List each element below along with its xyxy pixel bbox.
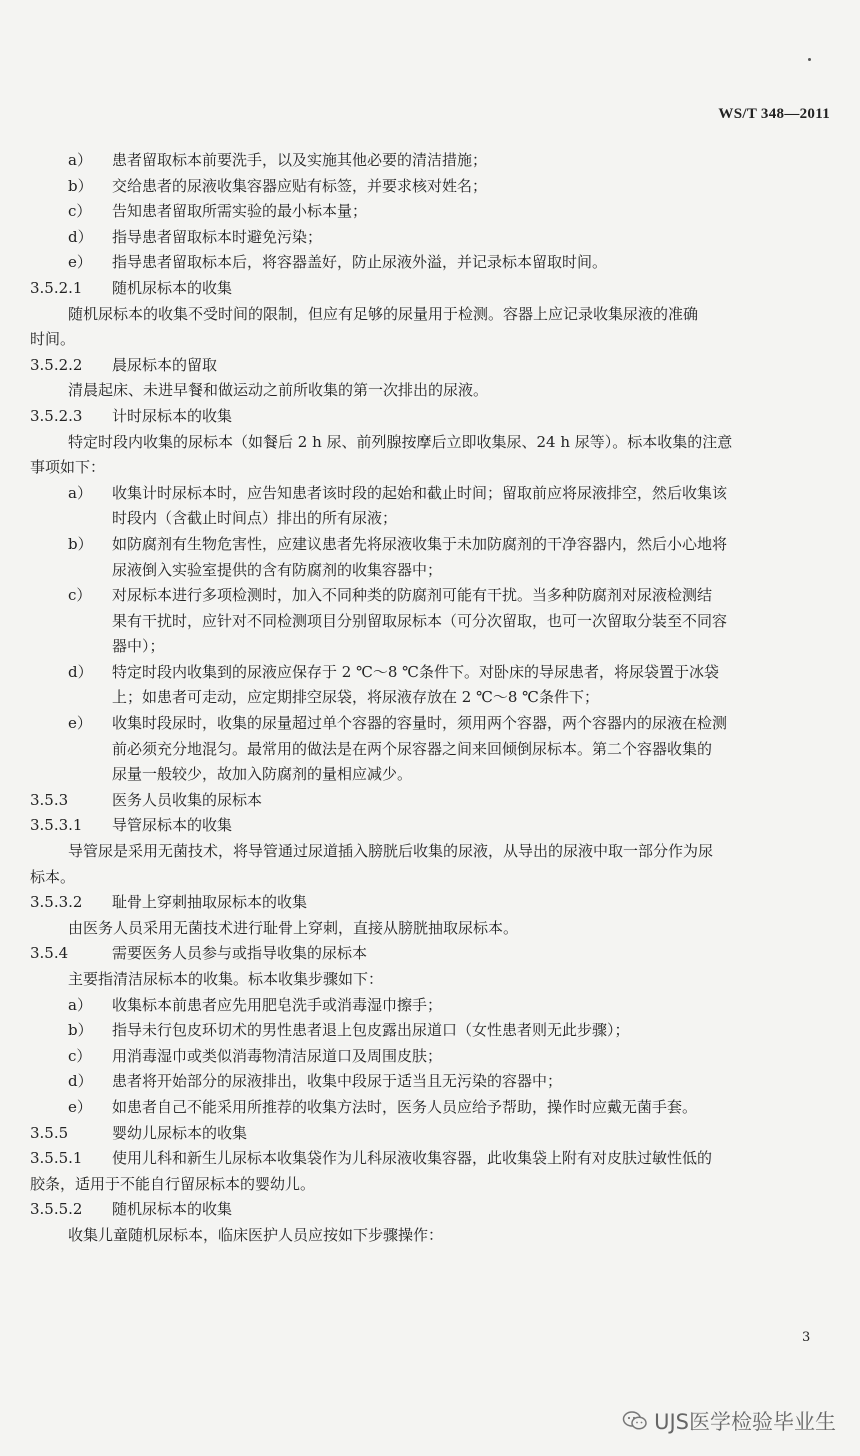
line-text: 收集时段尿时，收集的尿量超过单个容器的容量时，须用两个容器，两个容器内的尿液在检测	[112, 714, 728, 733]
section-number: 3.5.3	[30, 790, 69, 809]
standard-number: WS/T 348—2011	[718, 106, 830, 122]
paragraph-line	[30, 302, 835, 328]
line-text: 对尿标本进行多项检测时，加入不同种类的防腐剂可能有干扰。当多种防腐剂对尿液检测结	[112, 586, 713, 605]
paragraph-line	[30, 1223, 835, 1249]
section-heading	[30, 1121, 835, 1147]
section-heading	[30, 353, 835, 379]
watermark-text: UJS医学检验毕业生	[654, 1410, 836, 1434]
line-text: 尿液倒入实验室提供的含有防腐剂的收集容器中；	[112, 560, 443, 579]
section-number: 3.5.3.2	[30, 893, 83, 912]
line-text: 指导患者留取标本时避免污染；	[112, 227, 323, 246]
list-item-line	[30, 506, 835, 532]
list-item-line	[30, 481, 835, 507]
section-title: 医务人员收集的尿标本	[112, 790, 263, 809]
list-marker: d）	[68, 227, 93, 246]
list-item-line	[30, 685, 835, 711]
paragraph-line	[30, 865, 835, 891]
line-text: 用消毒湿巾或类似消毒物清洁尿道口及周围皮肤；	[112, 1046, 443, 1065]
line-text: 随机尿标本的收集不受时间的限制，但应有足够的尿量用于检测。容器上应记录收集尿液的准确	[68, 304, 699, 323]
line-text: 特定时段内收集的尿标本（如餐后 2 h 尿、前列腺按摩后立即收集尿、24 h 尿等）。标本收集的注意	[68, 432, 733, 451]
section-heading	[30, 941, 835, 967]
section-title: 计时尿标本的收集	[112, 406, 233, 425]
section-heading	[30, 276, 835, 302]
line-text: 导管尿是采用无菌技术，将导管通过尿道插入膀胱后收集的尿液，从导出的尿液中取一部分作为尿	[68, 842, 714, 861]
line-text: 时间。	[30, 330, 76, 349]
line-text: 由医务人员采用无菌技术进行耻骨上穿刺，直接从膀胱抽取尿标本。	[68, 918, 519, 937]
list-item-line	[30, 583, 835, 609]
list-marker: a）	[68, 151, 92, 169]
line-text: 胶条，适用于不能自行留尿标本的婴幼儿。	[30, 1174, 316, 1193]
section-number: 3.5.5.1	[30, 1149, 83, 1168]
section-heading	[30, 404, 835, 430]
paragraph-line	[30, 455, 835, 481]
section-heading	[30, 890, 835, 916]
line-text: 患者将开始部分的尿液排出，收集中段尿于适当且无污染的容器中；	[112, 1072, 563, 1091]
section-number: 3.5.2.3	[30, 406, 83, 425]
section-number: 3.5.2.1	[30, 278, 83, 297]
line-text: 患者留取标本前要洗手，以及实施其他必要的清洁措施；	[112, 151, 488, 169]
paragraph-line	[30, 378, 835, 404]
section-heading	[30, 1197, 835, 1223]
line-text: 器中）；	[112, 637, 165, 656]
list-marker: e）	[68, 253, 92, 272]
line-text: 前必须充分地混匀。最常用的做法是在两个尿容器之间来回倾倒尿标本。第二个容器收集的	[112, 739, 713, 758]
section-heading	[30, 788, 835, 814]
list-item-line	[30, 558, 835, 584]
line-text: 收集儿童随机尿标本，临床医护人员应按如下步骤操作：	[68, 1225, 444, 1244]
paragraph-line	[30, 1172, 835, 1198]
list-marker: b）	[68, 534, 93, 553]
section-number: 3.5.5.2	[30, 1200, 83, 1219]
list-item-line	[30, 1069, 835, 1095]
line-text: 果有干扰时，应针对不同检测项目分别留取尿标本（可分次留取，也可一次留取分装至不同容	[112, 611, 728, 630]
list-marker: a）	[68, 995, 92, 1014]
list-marker: c）	[68, 586, 92, 605]
section-title: 婴幼儿尿标本的收集	[112, 1123, 248, 1142]
section-title: 需要医务人员参与或指导收集的尿标本	[112, 944, 368, 963]
section-number: 3.5.5	[30, 1123, 69, 1142]
section-number: 3.5.2.2	[30, 355, 83, 374]
page-number: 3	[802, 1330, 811, 1345]
section-number: 3.5.4	[30, 944, 69, 963]
section-title: 使用儿科和新生儿尿标本收集袋作为儿科尿液收集容器，此收集袋上附有对皮肤过敏性低的	[112, 1149, 713, 1168]
list-marker: d）	[68, 662, 93, 681]
paragraph-line	[30, 839, 835, 865]
section-title: 晨尿标本的留取	[112, 355, 218, 374]
line-text: 指导未行包皮环切术的男性患者退上包皮露出尿道口（女性患者则无此步骤）；	[112, 1021, 630, 1040]
section-heading	[30, 1146, 835, 1172]
line-text: 指导患者留取标本后，将容器盖好，防止尿液外溢，并记录标本留取时间。	[112, 253, 608, 272]
section-title: 随机尿标本的收集	[112, 278, 233, 297]
list-item-line	[30, 1095, 835, 1121]
line-text: 时段内（含截止时间点）排出的所有尿液；	[112, 509, 398, 528]
list-item-line	[30, 1044, 835, 1070]
line-text: 上；如患者可走动，应定期排空尿袋，将尿液存放在 2 ℃～8 ℃条件下；	[112, 688, 599, 707]
paragraph-line	[30, 967, 835, 993]
line-text: 标本。	[30, 867, 76, 886]
line-text: 尿量一般较少，故加入防腐剂的量相应减少。	[112, 765, 413, 784]
document-body	[30, 148, 835, 1249]
list-item-line	[30, 199, 835, 225]
scan-speck	[808, 58, 811, 61]
list-item-line	[30, 250, 835, 276]
section-title: 导管尿标本的收集	[112, 816, 233, 835]
list-item-line	[30, 711, 835, 737]
list-marker: e）	[68, 1097, 92, 1116]
list-marker: a）	[68, 483, 92, 502]
paragraph-line	[30, 430, 835, 456]
list-item-line	[30, 148, 835, 174]
list-item-line	[30, 993, 835, 1019]
line-text: 如患者自己不能采用所推荐的收集方法时，医务人员应给予帮助，操作时应戴无菌手套。	[112, 1097, 698, 1116]
list-marker: c）	[68, 1046, 92, 1065]
list-item-line	[30, 532, 835, 558]
line-text: 特定时段内收集到的尿液应保存于 2 ℃～8 ℃条件下。对卧床的导尿患者，将尿袋置于冰袋	[112, 662, 719, 681]
list-item-line	[30, 660, 835, 686]
list-marker: d）	[68, 1072, 93, 1091]
list-item-line	[30, 634, 835, 660]
section-number: 3.5.3.1	[30, 816, 83, 835]
list-marker: c）	[68, 202, 92, 221]
list-item-line	[30, 609, 835, 635]
list-marker: b）	[68, 176, 93, 195]
list-item-line	[30, 737, 835, 763]
line-text: 收集计时尿标本时，应告知患者该时段的起始和截止时间；留取前应将尿液排空，然后收集该	[112, 483, 728, 502]
line-text: 主要指清洁尿标本的收集。标本收集步骤如下：	[68, 970, 384, 988]
watermark	[622, 1406, 836, 1436]
line-text: 收集标本前患者应先用肥皂洗手或消毒湿巾擦手；	[112, 995, 443, 1014]
list-item-line	[30, 174, 835, 200]
list-marker: b）	[68, 1021, 93, 1040]
line-text: 如防腐剂有生物危害性，应建议患者先将尿液收集于未加防腐剂的干净容器内，然后小心地将	[112, 534, 728, 553]
list-marker: e）	[68, 714, 92, 733]
line-text: 清晨起床、未进早餐和做运动之前所收集的第一次排出的尿液。	[68, 381, 489, 400]
section-title: 随机尿标本的收集	[112, 1200, 233, 1219]
line-text: 告知患者留取所需实验的最小标本量；	[112, 202, 368, 221]
line-text: 事项如下：	[30, 458, 106, 477]
list-item-line	[30, 225, 835, 251]
section-heading	[30, 813, 835, 839]
paragraph-line	[30, 916, 835, 942]
paragraph-line	[30, 327, 835, 353]
list-item-line	[30, 762, 835, 788]
section-title: 耻骨上穿刺抽取尿标本的收集	[112, 893, 308, 912]
wechat-icon	[622, 1410, 648, 1432]
list-item-line	[30, 1018, 835, 1044]
line-text: 交给患者的尿液收集容器应贴有标签，并要求核对姓名；	[112, 176, 488, 195]
